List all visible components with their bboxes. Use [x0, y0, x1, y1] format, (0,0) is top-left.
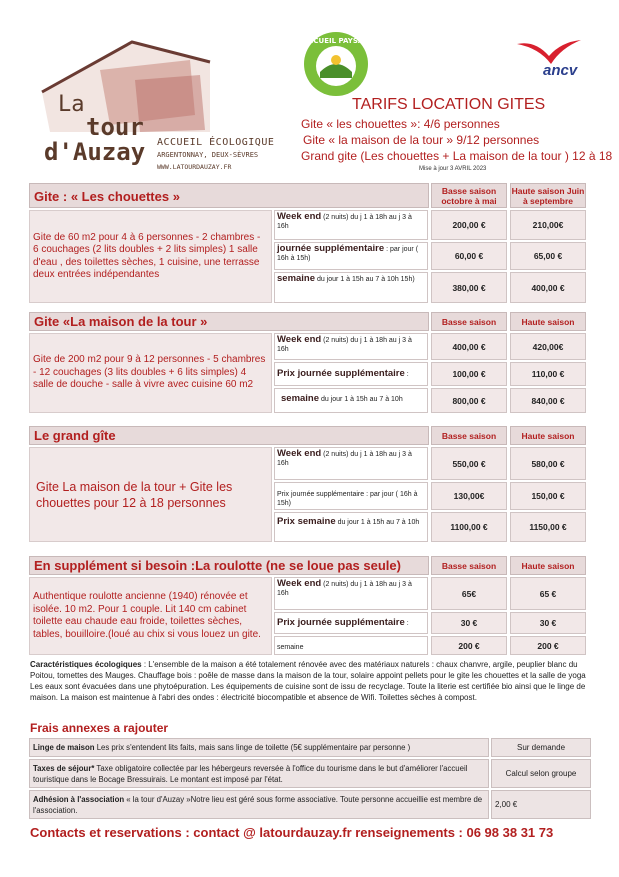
price-row-label: Week end (2 nuits) du j 1 à 18h au j 3 à 16h — [274, 577, 428, 610]
price-cell: 65,00 € — [510, 242, 586, 270]
price-cell: 1150,00 € — [510, 512, 586, 542]
price-cell: 210,00€ — [510, 210, 586, 240]
price-row-label: Week end (2 nuits) du j 1 à 18h au j 3 à 16h — [274, 210, 428, 240]
price-row-label: journée supplémentaire : par jour ( 16h à 15h) — [274, 242, 428, 270]
price-cell: 200 € — [431, 636, 507, 655]
col-basse-saison: Basse saison — [431, 426, 507, 445]
accueil-paysan-logo — [302, 30, 370, 98]
price-cell: 150,00 € — [510, 482, 586, 510]
logo-subtitle: ACCUEIL ÉCOLOGIQUE — [157, 137, 275, 148]
caract-text: : L'ensemble de la maison a été totalement rénovée avec des matériaux naturels : chaux chanvre, argile, peuplier blanc du Poitou, tomettes des Mauges. Chauffage bois : poêle de masse dans la maison de la tour, solaire appoint pellets pour le gite les chouettes et la salle de yoga Les eaux sont évacuées dans une phytoépuration. Les équipements de cuisine sont de issu de recyclage. Toute la literie est certifiée bio ainsi que le linge de maison. La maison est maintenue à l'abri des ondes : électricité biocompatible et absence de Wifi. Toilettes sèches à compost. — [30, 660, 586, 702]
section-grand-gite-title: Le grand gîte — [29, 426, 429, 445]
col-basse-saison: Basse saison octobre à mai — [431, 183, 507, 208]
price-cell: 400,00 € — [510, 272, 586, 303]
price-cell: 60,00 € — [431, 242, 507, 270]
header-line-1: Gite « les chouettes »: 4/6 personnes — [301, 117, 500, 131]
section-maison-title: Gite «La maison de la tour » — [29, 312, 429, 331]
price-row-label: semaine du jour 1 à 15h au 7 à 10h 15h) — [274, 272, 428, 303]
frais-value: 2,00 € — [491, 790, 591, 819]
logo-la: La — [58, 92, 85, 117]
section-roulotte-title: En supplément si besoin :La roulotte (ne se loue pas seule) — [29, 556, 429, 575]
col-haute-saison: Haute saison Juin à septembre — [510, 183, 586, 208]
frais-row-linge: Linge de maison Les prix s'entendent lits faits, mais sans linge de toilette (5€ supplémentaire par personne ) — [29, 738, 489, 757]
update-date: Mise à jour 3 AVRIL 2023 — [419, 166, 487, 172]
logo-location: ARGENTONNAY, DEUX-SÈVRES — [157, 151, 259, 159]
price-cell: 30 € — [431, 612, 507, 634]
price-cell: 200 € — [510, 636, 586, 655]
page-title: TARIFS LOCATION GITES — [352, 96, 546, 113]
frais-title: Frais annexes a rajouter — [30, 721, 169, 735]
frais-row-taxes: Taxes de séjour* Taxe obligatoire collectée par les hébergeurs reversée à l'office du tourisme dans le but d'améliorer l'accueil touristique dans le Bocage Bressuirais. Le montant est imposé par l'état. — [29, 759, 489, 788]
price-row-label: Prix semaine du jour 1 à 15h au 7 à 10h — [274, 512, 428, 542]
accueil-paysan-text: ACCUEIL PAYSAN — [302, 37, 370, 45]
price-cell: 580,00 € — [510, 447, 586, 480]
ancv-text: ancv — [543, 62, 578, 79]
col-basse-saison: Basse saison — [431, 312, 507, 331]
col-haute-saison: Haute saison — [510, 556, 586, 575]
header-line-2: Gite « la maison de la tour » 9/12 personnes — [303, 133, 540, 147]
logo-url: WWW.LATOURDAUZAY.FR — [157, 163, 232, 171]
price-row-label: Prix journée supplémentaire : — [274, 612, 428, 634]
price-cell: 110,00 € — [510, 362, 586, 386]
frais-value: Calcul selon groupe — [491, 759, 591, 788]
price-cell: 100,00 € — [431, 362, 507, 386]
accueil-paysan-icon — [302, 30, 370, 98]
price-cell: 380,00 € — [431, 272, 507, 303]
price-cell: 420,00€ — [510, 333, 586, 360]
price-row-label: semaine du jour 1 à 15h au 7 à 10h — [274, 388, 428, 413]
price-cell: 30 € — [510, 612, 586, 634]
logo-tour: tour — [86, 113, 144, 141]
price-row-label: semaine — [274, 636, 428, 655]
price-row-label: Prix journée supplémentaire : par jour ( 16h à 15h) — [274, 482, 428, 510]
col-haute-saison: Haute saison — [510, 312, 586, 331]
grand-gite-description: Gite La maison de la tour + Gite les chouettes pour 12 à 18 personnes — [29, 447, 272, 542]
price-row-label: Week end (2 nuits) du j 1 à 18h au j 3 à 16h — [274, 447, 428, 480]
contact-line: Contacts et reservations : contact @ latourdauzay.fr renseignements : 06 98 38 31 73 — [30, 825, 554, 840]
logo-auzay: d'Auzay — [44, 138, 146, 166]
price-row-label: Prix journée supplémentaire : — [274, 362, 428, 386]
price-cell: 840,00 € — [510, 388, 586, 413]
price-cell: 130,00€ — [431, 482, 507, 510]
col-basse-saison: Basse saison — [431, 556, 507, 575]
price-cell: 1100,00 € — [431, 512, 507, 542]
price-cell: 400,00 € — [431, 333, 507, 360]
maison-description: Gite de 200 m2 pour 9 à 12 personnes - 5 chambres - 12 couchages (3 lits doubles + 6 lits simples) 4 salle de douche - salle à vivre avec cuisine 60 m2 — [29, 333, 272, 413]
price-cell: 200,00 € — [431, 210, 507, 240]
caract-label: Caractéristiques écologiques — [30, 660, 142, 669]
chouettes-description: Gite de 60 m2 pour 4 à 6 personnes - 2 chambres - 6 couchages (2 lits doubles + 2 lits simples) 1 salle d'eau , des toilettes sèches, 1 cuisine, une terrasse deux entrées indépendantes — [29, 210, 272, 303]
ecological-characteristics — [30, 659, 590, 703]
price-cell: 65€ — [431, 577, 507, 610]
price-cell: 550,00 € — [431, 447, 507, 480]
frais-value: Sur demande — [491, 738, 591, 757]
roulotte-description: Authentique roulotte ancienne (1940) rénovée et isolée. 10 m2. Pour 1 couple. Lit 140 cm cabinet toilette eau chaude eau froide, toilettes sèches, tables, bouilloire.(loué au chix si vous louez un gite. — [29, 577, 272, 655]
price-cell: 800,00 € — [431, 388, 507, 413]
header-line-3: Grand gite (Les chouettes + La maison de la tour ) 12 à 18 — [301, 149, 613, 163]
price-cell: 65 € — [510, 577, 586, 610]
frais-row-adhesion: Adhésion à l'association « la tour d'Auzay »Notre lieu est géré sous forme associative. Toute personne accueillie est membre de l'association. — [29, 790, 489, 819]
section-chouettes-title: Gite : « Les chouettes » — [29, 183, 429, 208]
col-haute-saison: Haute saison — [510, 426, 586, 445]
price-row-label: Week end (2 nuits) du j 1 à 18h au j 3 à 16h — [274, 333, 428, 360]
